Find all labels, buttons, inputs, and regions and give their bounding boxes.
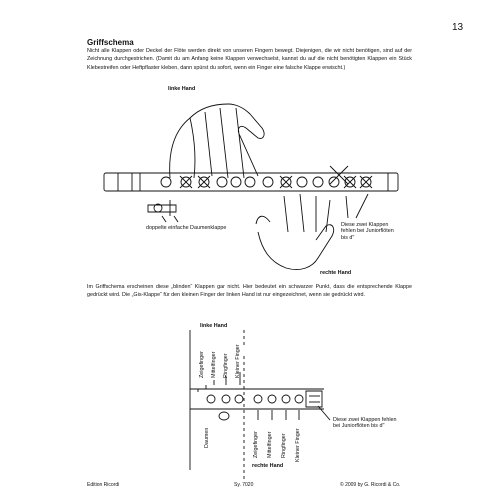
figure2-left-finger-3: Ringfinger — [223, 353, 229, 378]
intro-paragraph: Nicht alle Klappen oder Deckel der Flöte werden direkt von unseren Fingern bewegt. Diejenigen, die wir nicht benötigen, sind auf der Zeichnung durchgestrichen. (Damit du am Anfang keine Klappen verwechselst, kannst du auf die nicht benötigten Klappen ein Stück Klebestreifen oder Heftpflaster kleben, dann spürst du sofort, wenn ein Finger eine falsche Klappe erwischt.) — [87, 48, 412, 71]
figure2-left-finger-4: Kleiner Finger — [235, 344, 241, 378]
left-hand-drawing — [170, 104, 264, 178]
figure2-left-finger-2: Mittelfinger — [211, 351, 217, 378]
figure2-right-finger-1: Zeigefinger — [253, 431, 259, 458]
figure2-missing-keys-note: Diese zwei Klappen fehlen bei Juniorflöten bis d'' — [333, 417, 397, 430]
footer-publisher: Edition Ricordi — [87, 482, 120, 488]
figure1-left-hand-label: linke Hand — [168, 86, 196, 92]
explanation-paragraph: Im Griffschema erscheinen diese „blinden“ Klappen gar nicht. Hier bedeutet ein schwarzer Punkt, dass die entsprechende Klappe gedrückt wird. Die „Gis-Klappe“ für den kleinen Finger der linken Hand ist nur eingezeichnet, wenn sie gedrückt wird. — [87, 284, 412, 299]
figure2-right-hand-label: rechte Hand — [252, 463, 284, 469]
figure1-right-hand-label: rechte Hand — [320, 270, 352, 276]
figure2-right-finger-4: Kleiner Finger — [295, 428, 301, 462]
figure2-right-finger-3: Ringfinger — [281, 433, 287, 458]
figure2-right-finger-2: Mittelfinger — [267, 431, 273, 458]
footer-copyright: © 2009 by G. Ricordi & Co. — [340, 482, 401, 488]
footer-catalog: Sy. 7020 — [234, 482, 254, 488]
page-number: 13 — [452, 22, 464, 33]
figure2-left-hand-label: linke Hand — [200, 323, 228, 329]
figure1-missing-keys-note: Diese zwei Klappen fehlen bei Juniorflöten bis d'' — [341, 222, 394, 241]
figure2-thumb-label: Daumen — [204, 427, 210, 448]
figure1-thumb-key-label: doppelte einfache Daumenklappe — [146, 225, 227, 231]
right-hand-drawing — [256, 194, 334, 270]
flute-body — [104, 173, 398, 191]
section-title: Griffschema — [87, 38, 134, 47]
flute-keys — [161, 166, 372, 188]
figure2-left-finger-1: Zeigefinger — [199, 351, 205, 378]
